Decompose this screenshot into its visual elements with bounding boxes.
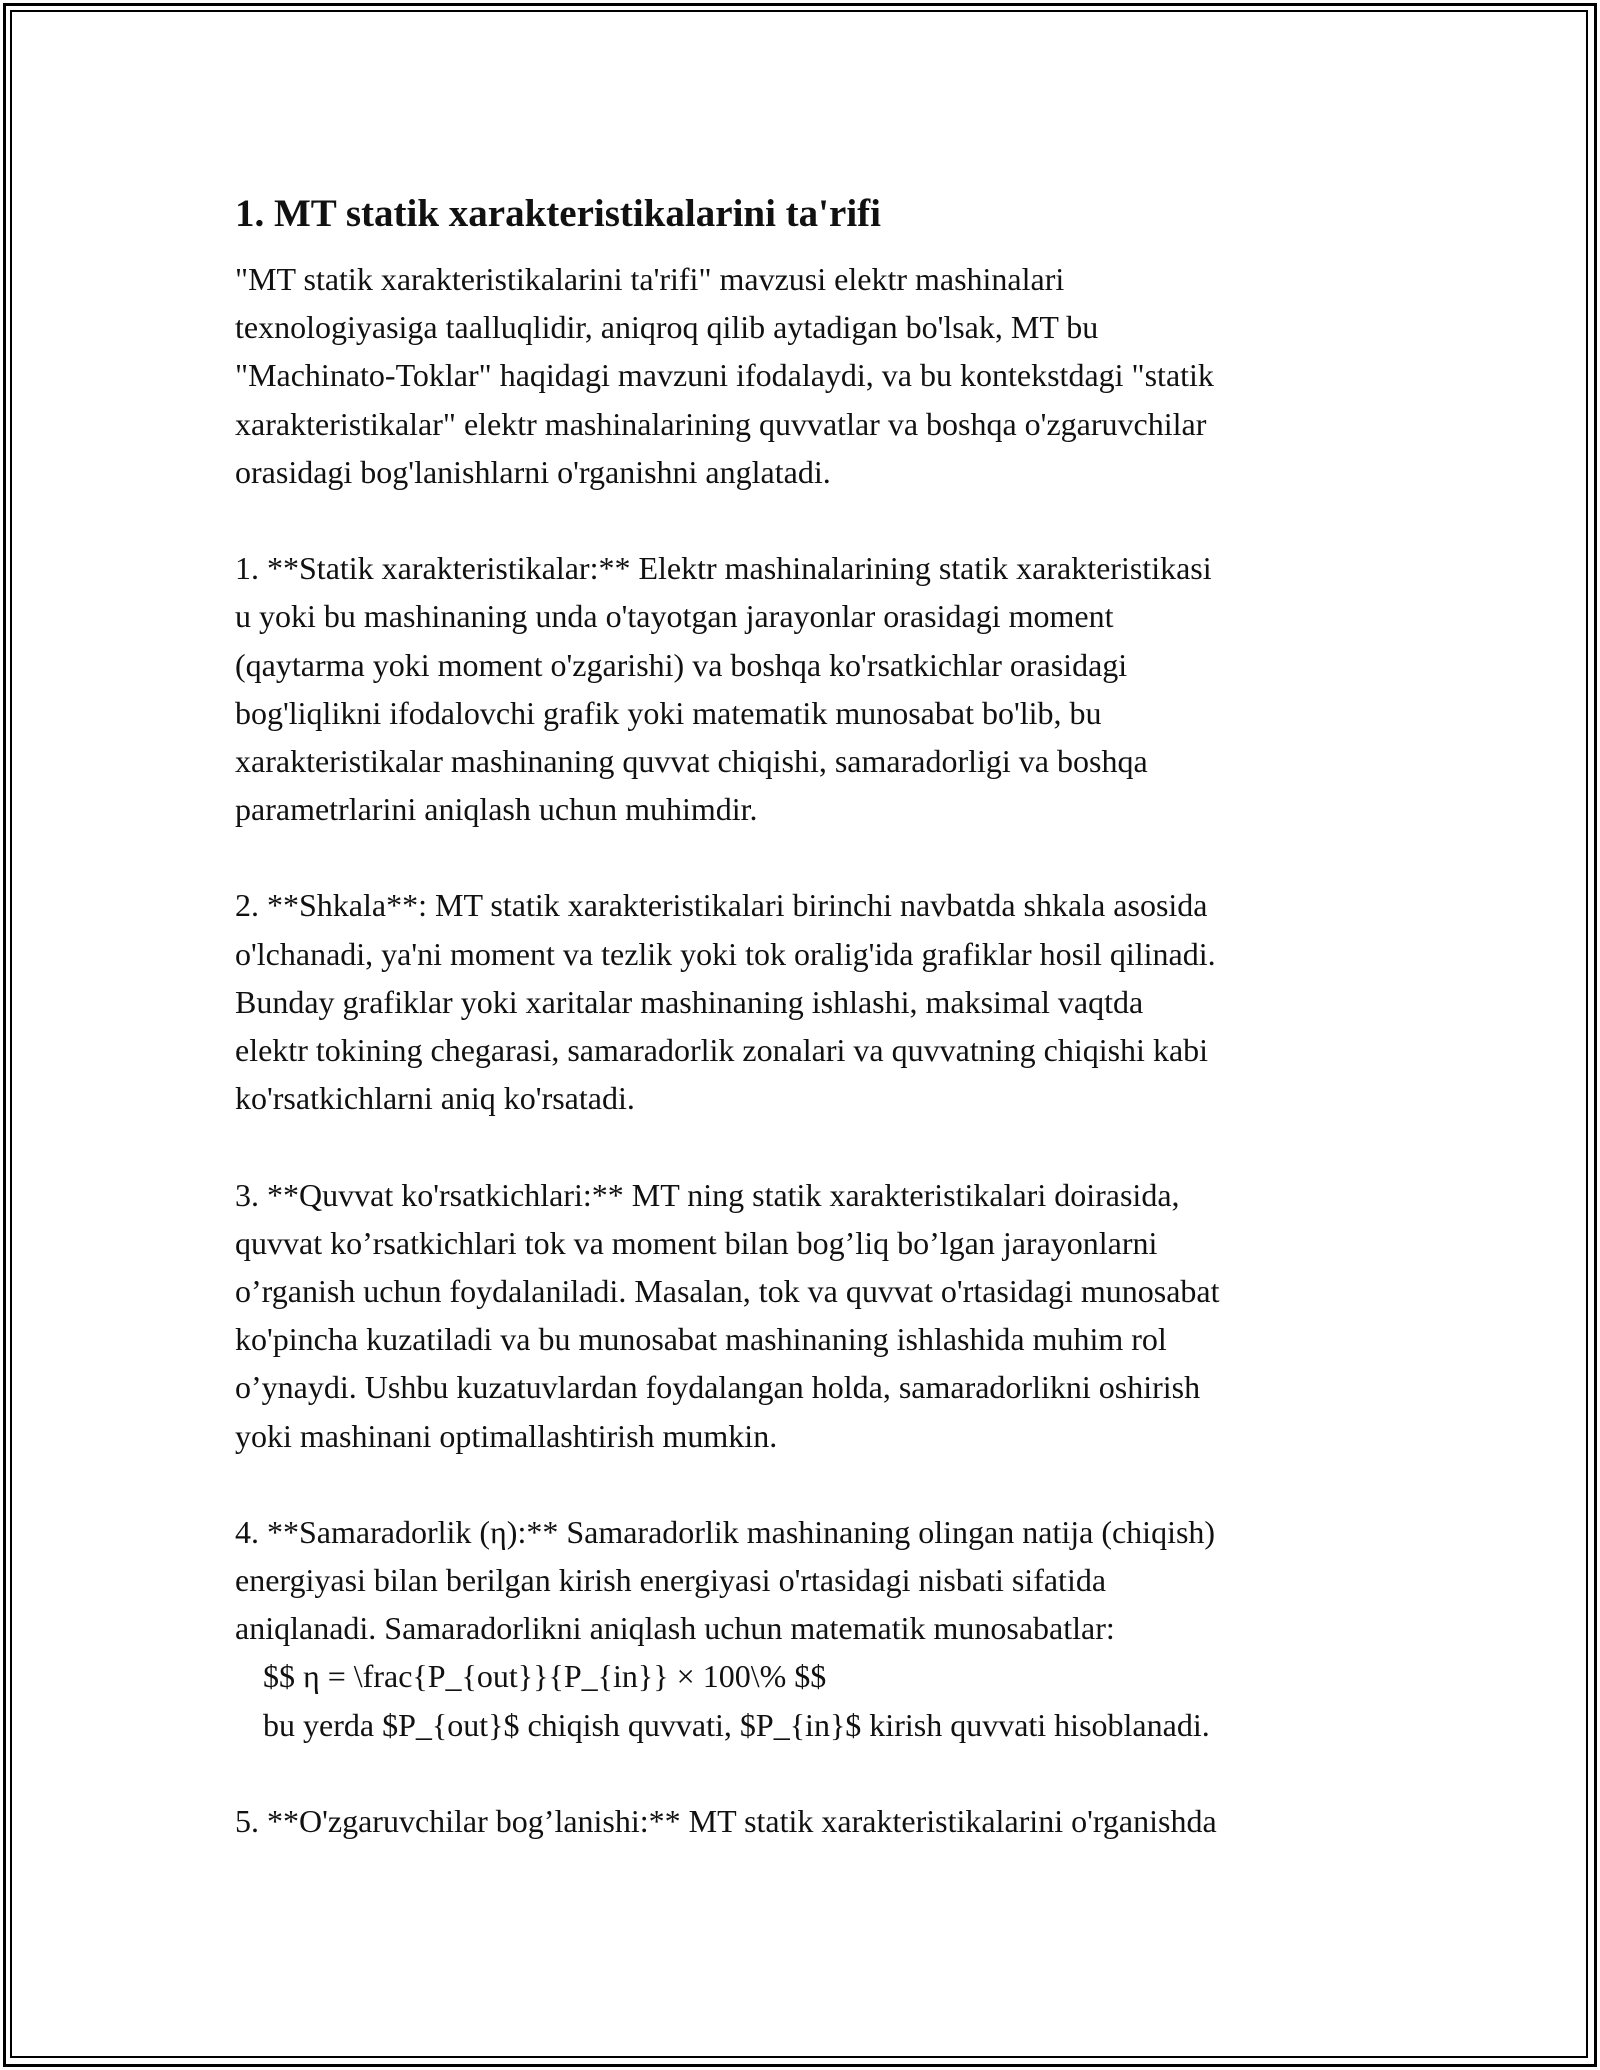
item-1-line: bog'liqlikni ifodalovchi grafik yoki matematik munosabat bo'lib, bu	[235, 694, 1102, 731]
intro-line: texnologiyasiga taalluqlidir, aniqroq qilib aytadigan bo'lsak, MT bu	[235, 309, 1099, 346]
item-3-line: yoki mashinani optimallashtirish mumkin.	[235, 1417, 778, 1454]
item-3-paragraph	[235, 1171, 1385, 1460]
item-4-line: energiyasi bilan berilgan kirish energiyasi o'rtasidagi nisbati sifatida	[235, 1562, 1107, 1599]
paragraph-gap	[235, 1749, 1385, 1797]
item-1-line: parametrlarini aniqlash uchun muhimdir.	[235, 791, 758, 828]
item-5-paragraph	[235, 1797, 1385, 1845]
item-2-paragraph	[235, 881, 1385, 1122]
formula-note: bu yerda $P_{out}$ chiqish quvvati, $P_{in}$ kirish quvvati hisoblanadi.	[263, 1706, 1210, 1743]
item-2-line: ko'rsatkichlarni aniq ko'rsatadi.	[235, 1080, 635, 1117]
item-2-line: Bunday grafiklar yoki xaritalar mashinaning ishlashi, maksimal vaqtda	[235, 983, 1144, 1020]
document-body	[235, 185, 1385, 1845]
item-2-line: 2. **Shkala**: MT statik xarakteristikalari birinchi navbatda shkala asosida	[235, 887, 1208, 924]
item-4-line: 4. **Samaradorlik (η):** Samaradorlik mashinaning olingan natija (chiqish)	[235, 1513, 1216, 1550]
paragraph-gap	[235, 496, 1385, 544]
item-2-line: o'lchanadi, ya'ni moment va tezlik yoki tok oralig'ida grafiklar hosil qilinadi.	[235, 935, 1216, 972]
intro-line: orasidagi bog'lanishlarni o'rganishni anglatadi.	[235, 453, 831, 490]
item-3-line: quvvat ko’rsatkichlari tok va moment bilan bog’liq bo’lgan jarayonlarni	[235, 1224, 1158, 1261]
paragraph-gap	[235, 1122, 1385, 1170]
item-4-paragraph	[235, 1508, 1385, 1749]
item-5-line: 5. **O'zgaruvchilar bog’lanishi:** MT statik xarakteristikalarini o'rganishda	[235, 1803, 1217, 1839]
item-1-line: 1. **Statik xarakteristikalar:** Elektr mashinalarining statik xarakteristikasi	[235, 550, 1212, 587]
item-1-line: xarakteristikalar mashinaning quvvat chiqishi, samaradorligi va boshqa	[235, 742, 1148, 779]
intro-line: xarakteristikalar" elektr mashinalarining quvvatlar va boshqa o'zgaruvchilar	[235, 405, 1207, 442]
intro-line: "Machinato-Toklar" haqidagi mavzuni ifodalaydi, va bu kontekstdagi "statik	[235, 357, 1214, 394]
document-title: 1. MT statik xarakteristikalarini ta'rifi	[235, 192, 881, 235]
intro-paragraph	[235, 255, 1385, 496]
paragraph-gap	[235, 1460, 1385, 1508]
item-3-line: ko'pincha kuzatiladi va bu munosabat mashinaning ishlashida muhim rol	[235, 1321, 1167, 1358]
item-3-line: o’ynaydi. Ushbu kuzatuvlardan foydalangan holda, samaradorlikni oshirish	[235, 1369, 1201, 1406]
item-1-line: u yoki bu mashinaning unda o'tayotgan jarayonlar orasidagi moment	[235, 598, 1114, 635]
item-3-line: 3. **Quvvat ko'rsatkichlari:** MT ning statik xarakteristikalari doirasida,	[235, 1176, 1180, 1213]
paragraph-gap	[235, 833, 1385, 881]
intro-line: "MT statik xarakteristikalarini ta'rifi" mavzusi elektr mashinalari	[235, 261, 1065, 297]
item-1-paragraph	[235, 544, 1385, 833]
efficiency-formula: $$ η = \frac{P_{out}}{P_{in}} × 100\% $$	[263, 1658, 827, 1695]
item-1-line: (qaytarma yoki moment o'zgarishi) va boshqa ko'rsatkichlar orasidagi	[235, 646, 1128, 683]
item-3-line: o’rganish uchun foydalaniladi. Masalan, tok va quvvat o'rtasidagi munosabat	[235, 1272, 1220, 1309]
item-4-line: aniqlanadi. Samaradorlikni aniqlash uchun matematik munosabatlar:	[235, 1610, 1115, 1647]
item-2-line: elektr tokining chegarasi, samaradorlik zonalari va quvvatning chiqishi kabi	[235, 1032, 1209, 1068]
